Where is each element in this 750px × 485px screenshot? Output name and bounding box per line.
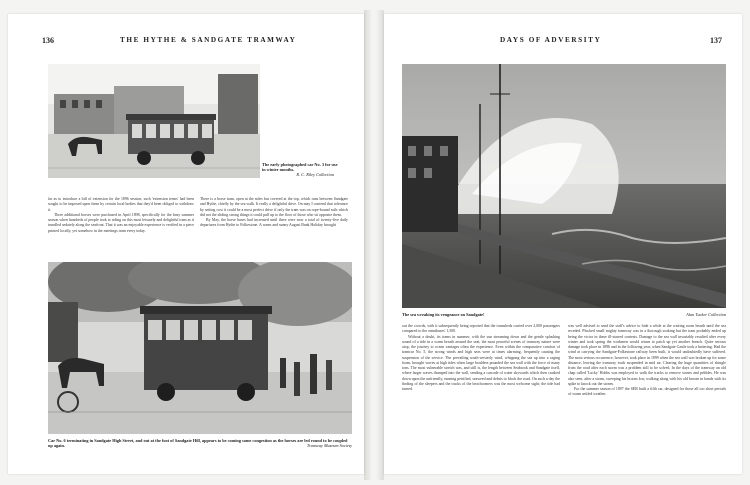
storm-photo-caption bbox=[402, 312, 726, 317]
right-text-column-2 bbox=[568, 324, 726, 456]
bottom-photo-caption bbox=[48, 438, 352, 448]
storm-caption-credit: Alan Tucker Collection bbox=[686, 312, 726, 317]
running-head-right: DAYS OF ADVERSITY bbox=[500, 36, 602, 44]
page-number-right: 137 bbox=[710, 36, 722, 45]
paragraph: There is a horse tram, open at the sides but covered at the top, which runs between Sandgate and Hythe, chiefly by the sea walk. It really a delightful drive. On may I contend that tolerance by setting cost it could be a most perfect drive if only the tram was on rope-bound rails which did not the sliding strong things it could pull up to the floor of those who sit opposite them. bbox=[200, 197, 348, 217]
top-photo-caption bbox=[262, 162, 340, 177]
left-text-column-1 bbox=[48, 197, 194, 259]
photo-horse-tram-car-3 bbox=[48, 64, 260, 178]
left-text-column-2 bbox=[200, 197, 348, 259]
paragraph: For the summer season of 1897 the SER built a fifth car, designed for those all too short periods of warm settled weather. bbox=[568, 387, 726, 397]
running-head-left: THE HYTHE & SANDGATE TRAMWAY bbox=[120, 36, 297, 44]
paragraph: Three additional horses were purchased in April 1898, specifically for the busy summer season when hundreds of people took to riding on this most leisurely and delightful tram as it trundled sedately along the seafront. That it was an enjoyable experience is verified in a piece printed locally, yet somehow in the meetings tram every today. bbox=[48, 212, 194, 233]
photo-sandgate-high-street-tram bbox=[48, 262, 352, 434]
right-text-column-1 bbox=[402, 324, 560, 456]
bottom-caption-text: Car No. 6 terminating in Sandgate High Street, and out at the foot of Sandgate Hill, appears to be coming some congestion as the horses are led round to be coupled up again. bbox=[48, 438, 348, 448]
paragraph: By May, the horse buses had increased until there were now a total of twenty-five daily departures from Hythe to Folkestone. A warm and sunny August Bank Holiday brought bbox=[200, 218, 348, 228]
top-caption-text: The early photographed car No. 3 for use in winter months. bbox=[262, 162, 338, 172]
photo-sea-wave-sandgate bbox=[402, 64, 726, 308]
paragraph: far as to introduce a bill of extension for the 1896 session, such 'extension terms' had been sought to be imposed upon them by certain local bodies that they'd been obliged to withdraw it. bbox=[48, 197, 194, 212]
paragraph: Without a doubt, its trams in summer, with the sun streaming down and the gentle splashing sound of a tide in a warm breath around the seat, the most peaceful scenes of tramway nature were atop, the journey to ocean vantages often the experience. Even within the comparative comfort of tramcar No. 5, the strong winds and high seas were at times alarming, frequently causing the suspension of the service. The prevailing south-westerly wind, whipping the sea up into a raging foam, brought waves at high tides when large boulders pounded the sea wall with the force of many tons. The most vulnerable stretch was, and still is, the length between Seabrook and Sandgate itself, where larger waves thumped into the wall, sending a cascade of water skywards which then crashed down upon the unfriendly, running petrified, seaweed and debris to block the road. On such a day the finding of the sleepers and the tracks of the beachcomers was the most welcome sight; the tide had turned. bbox=[402, 334, 560, 391]
storm-caption-text: The sea wreaking its vengeance on Sandgate! bbox=[402, 312, 485, 317]
left-page bbox=[8, 14, 364, 474]
bottom-caption-credit: Tramway Museum Society bbox=[306, 443, 352, 448]
paragraph: out the crowds, with it subsequently being reported that the tramsheds carried over 2,000 passengers compared to the omnibuses' 1,500. bbox=[402, 324, 560, 334]
top-caption-credit: R. C. Riley Collection bbox=[296, 172, 334, 177]
paragraph: was well advised to send the staff's advice to hide a while at the waiting room hearth until the sea receded. Plucked small mighty tramway was in a thorough soaking but the tram probably ended up being the victor in these ill-starred contests. Damage to the sea wall invariably resulted after every winter and took spring the workmen would return to patch up yet another breach. Quite serious damage took place in 1896 and in the following year, when Sandgate Castle took a battering. Had the wind at carrying the Sandgate-Folkestone railway been built, it would undoubtedly have suffered. The most serious occurrence, however, took place in 1899 when the sea wall was broken up for some distance, leaving the tramway track suspended in mid air. Clearing the huge quantities of shingle from the road after each storm was a problem still to be solved. In the days of the tramway an old chap called 'Lucky' Hobbs was employed to walk the tracks to remove stones and pebbles. He was also seen, after a storm, sweeping his broom low, walking along with his old broom in hands with its spike to knock out the stones. bbox=[568, 324, 726, 386]
book-gutter bbox=[364, 10, 384, 480]
page-number-left: 136 bbox=[42, 36, 54, 45]
right-page bbox=[384, 14, 742, 474]
